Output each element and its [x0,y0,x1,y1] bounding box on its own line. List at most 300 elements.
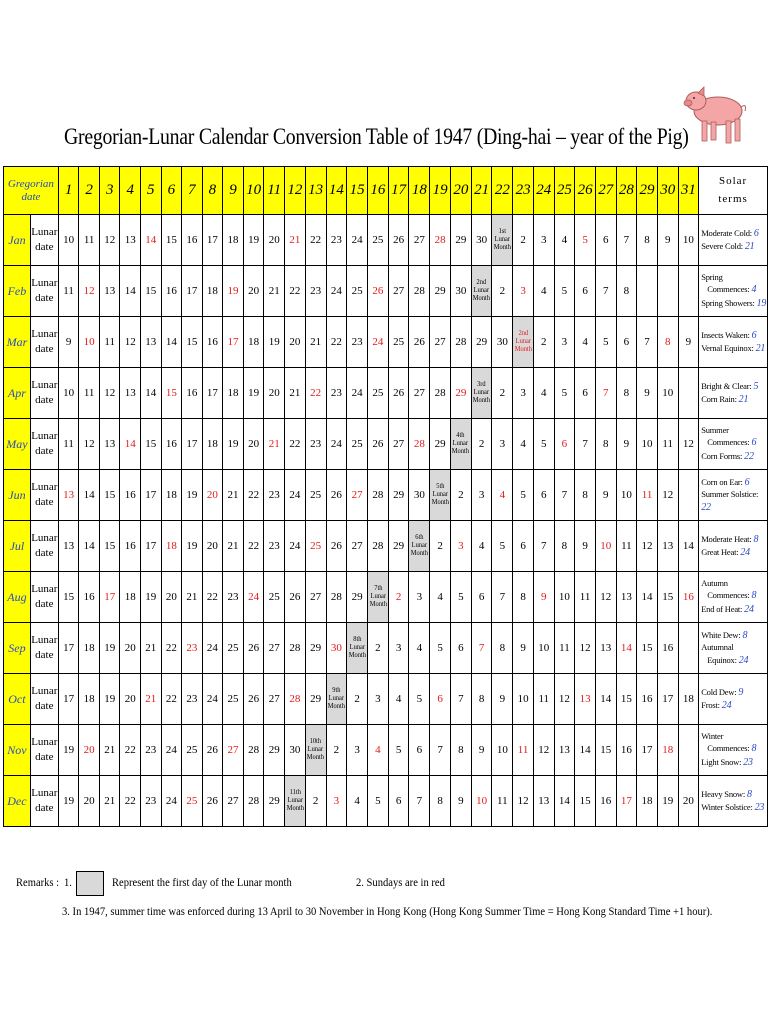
lunar-day-cell: 2 [450,470,471,521]
lunar-day-cell: 10 [58,215,79,266]
month-row-aug [4,572,768,623]
lunar-day-cell: 21 [223,470,244,521]
sunday-cell: 28 [409,419,430,470]
lunar-day-cell: 2 [368,623,389,674]
lunar-day-cell: 25 [388,317,409,368]
lunar-day-cell: 24 [347,215,368,266]
solar-terms-cell [699,215,768,266]
lunar-day-cell: 15 [99,470,120,521]
lunar-day-cell: 6 [575,266,596,317]
solar-term-line [701,329,767,343]
lunar-day-cell: 3 [492,419,513,470]
solar-term-line [701,240,767,254]
month-label: May [4,419,31,470]
solar-term-day: 21 [738,394,749,405]
sunday-cell: 24 [368,317,389,368]
lunar-day-cell: 5 [450,572,471,623]
lunar-month-line: 2nd [476,278,487,287]
lunar-day-cell: 22 [202,572,223,623]
day-header: 13 [305,167,326,215]
lunar-day-cell: 8 [554,521,575,572]
solar-terms-cell [699,776,768,827]
lunar-day-cell: 9 [637,368,658,419]
lunar-day-cell: 5 [595,317,616,368]
lunar-day-cell: 17 [637,725,658,776]
lunar-day-cell: 29 [471,317,492,368]
lunar-day-cell: 21 [305,317,326,368]
sunday-cell: 8 [657,317,678,368]
lunar-day-cell: 28 [430,368,451,419]
solar-term-line [701,533,767,547]
lunar-day-cell: 16 [637,674,658,725]
day-header: 12 [285,167,306,215]
lunar-day-cell: 6 [533,470,554,521]
lunar-day-cell: 7 [637,317,658,368]
solar-terms-header [699,167,768,215]
lunar-day-cell: 29 [388,470,409,521]
lunar-month-label [431,483,448,506]
lunar-day-cell: 20 [264,215,285,266]
sunday-cell: 21 [141,674,162,725]
month-row-jul [4,521,768,572]
lunar-date-label [30,317,58,368]
lunar-month-label [286,789,303,812]
lunar-day-cell: 4 [575,317,596,368]
solar-term-name: Autumnal [701,642,734,653]
lunar-day-cell: 23 [326,215,347,266]
day-header: 22 [492,167,513,215]
sunday-cell: 24 [243,572,264,623]
lunar-day-cell: 14 [554,776,575,827]
lunar-date-label [30,674,58,725]
solar-term-line [701,578,767,589]
lunar-date-label [30,572,58,623]
month-row-jun [4,470,768,521]
lunar-day-cell: 12 [637,521,658,572]
sunday-cell: 17 [223,317,244,368]
month-label: Dec [4,776,31,827]
lunar-day-cell: 25 [347,266,368,317]
lunar-day-cell: 5 [513,470,534,521]
lunar-day-cell: 14 [637,572,658,623]
lunar-day-cell: 12 [99,215,120,266]
lunar-day-cell: 14 [79,521,100,572]
date-word: date [35,751,54,763]
lunar-month-label [514,330,531,353]
lunar-day-cell: 28 [450,317,471,368]
lunar-day-cell: 25 [368,215,389,266]
month-label: Oct [4,674,31,725]
solar-term-name: Corn on Ear: [701,476,743,487]
lunar-month-start-cell [471,368,492,419]
solar-terms-cell [699,266,768,317]
sunday-cell: 25 [182,776,203,827]
lunar-day-cell: 14 [678,521,699,572]
sunday-cell: 23 [182,623,203,674]
solar-term-name: Vernal Equinox: [701,343,754,353]
lunar-day-cell: 22 [161,623,182,674]
month-row-apr [4,368,768,419]
lunar-day-cell: 9 [513,623,534,674]
lunar-month-line: Month [452,446,470,455]
header-row [4,167,768,215]
solar-term-line [701,642,767,653]
lunar-day-cell: 19 [264,317,285,368]
lunar-date-label [30,623,58,674]
lunar-day-cell: 5 [492,521,513,572]
solar-term-day: 23 [743,756,753,768]
lunar-day-cell: 21 [285,368,306,419]
lunar-day-cell: 3 [368,674,389,725]
solar-terms-cell [699,623,768,674]
lunar-day-cell: 14 [161,317,182,368]
day-header: 18 [409,167,430,215]
lunar-day-cell: 25 [264,572,285,623]
solar-term-line [701,393,767,407]
lunar-day-cell: 27 [430,317,451,368]
lunar-day-cell: 2 [326,725,347,776]
lunar-word: Lunar [31,634,58,647]
solar-term-day: 23 [754,802,765,813]
month-label: Apr [4,368,31,419]
day-header: 25 [554,167,575,215]
lunar-day-cell: 6 [471,572,492,623]
lunar-day-cell: 12 [79,419,100,470]
lunar-date-label [30,215,58,266]
lunar-month-line: Month [327,701,345,710]
lunar-word: Lunar [31,787,58,800]
lunar-day-cell: 8 [430,776,451,827]
day-header: 23 [513,167,534,215]
lunar-day-cell: 19 [58,725,79,776]
lunar-day-cell: 17 [202,368,223,419]
lunar-day-cell: 7 [533,521,554,572]
solar-term-day: 22 [744,450,754,462]
lunar-day-cell: 23 [141,725,162,776]
solar-term-day: 19 [756,297,767,309]
lunar-day-cell: 25 [347,419,368,470]
lunar-day-cell: 7 [595,266,616,317]
lunar-day-cell: 16 [202,317,223,368]
lunar-day-cell: 16 [120,521,141,572]
lunar-day-cell: 25 [368,368,389,419]
lunar-day-cell: 29 [430,266,451,317]
lunar-day-cell: 9 [58,317,79,368]
lunar-day-cell: 8 [595,419,616,470]
sunday-cell: 10 [79,317,100,368]
sunday-cell: 7 [595,368,616,419]
solar-terms-cell [699,317,768,368]
month-row-sep [4,623,768,674]
lunar-day-cell: 28 [409,266,430,317]
solar-term-day: 6 [751,437,757,449]
solar-term-name: Light Snow: [701,756,742,767]
sunday-cell: 14 [616,623,637,674]
lunar-day-cell: 2 [492,368,513,419]
solar-term-line [701,603,767,617]
lunar-day-cell: 2 [471,419,492,470]
lunar-day-cell: 26 [243,674,264,725]
lunar-day-cell: 10 [637,419,658,470]
solar-term-line [701,272,767,283]
lunar-day-cell: 3 [513,368,534,419]
sunday-cell: 25 [305,521,326,572]
sunday-cell: 11 [513,725,534,776]
solar-term-name: Spring [701,271,723,282]
solar-term-day: 21 [755,343,766,354]
solar-term-name: Moderate Heat: [701,533,752,544]
gregorian-date-header [4,167,59,215]
solar-term-name: Winter Solstice: [701,802,753,812]
lunar-month-start-cell [492,215,513,266]
sunday-cell: 3 [326,776,347,827]
lunar-month-start-cell [285,776,306,827]
month-label: Jan [4,215,31,266]
lunar-day-cell: 15 [616,674,637,725]
lunar-day-cell: 2 [513,215,534,266]
lunar-day-cell: 7 [450,674,471,725]
lunar-day-cell: 6 [575,368,596,419]
lunar-day-cell: 8 [616,368,637,419]
first-day-swatch [76,871,104,896]
lunar-day-cell: 3 [409,572,430,623]
lunar-day-cell: 16 [79,572,100,623]
month-row-nov [4,725,768,776]
lunar-day-cell: 25 [182,725,203,776]
remarks-label: Remarks : [16,875,60,889]
lunar-day-cell: 26 [202,776,223,827]
lunar-day-cell: 18 [79,674,100,725]
lunar-day-cell: 19 [223,419,244,470]
sunday-cell: 14 [120,419,141,470]
solar-term-day: 5 [753,380,759,392]
lunar-day-cell: 25 [223,674,244,725]
lunar-day-cell: 12 [595,572,616,623]
lunar-day-cell: 18 [223,215,244,266]
day-header: 29 [637,167,658,215]
lunar-day-cell: 22 [120,776,141,827]
lunar-day-cell: 9 [450,776,471,827]
lunar-day-cell: 23 [264,470,285,521]
solar-term-name: Bright & Clear: [701,380,752,391]
lunar-word: Lunar [31,430,58,443]
date-word: date [35,496,54,508]
solar-terms-cell [699,572,768,623]
lunar-day-cell: 8 [492,623,513,674]
lunar-day-cell: 6 [409,725,430,776]
day-header: 24 [533,167,554,215]
lunar-day-cell: 20 [120,674,141,725]
solar-term-line [701,283,767,297]
lunar-month-line: Month [493,242,511,251]
lunar-day-cell: 23 [305,419,326,470]
lunar-day-cell: 22 [161,674,182,725]
lunar-day-cell: 15 [161,215,182,266]
calendar-table [3,166,768,827]
lunar-day-cell: 16 [161,419,182,470]
remark-1-number: 1. [64,875,72,889]
lunar-day-cell: 8 [471,674,492,725]
lunar-day-cell: 13 [141,317,162,368]
month-label: Jun [4,470,31,521]
lunar-day-cell: 13 [595,623,616,674]
lunar-day-cell: 30 [492,317,513,368]
solar-term-day: 22 [701,501,711,513]
month-label: Mar [4,317,31,368]
sunday-cell: 11 [637,470,658,521]
lunar-month-line: Month [348,650,366,659]
sunday-cell: 21 [264,419,285,470]
lunar-day-cell: 17 [58,674,79,725]
lunar-word: Lunar [31,277,58,290]
lunar-date-label [30,470,58,521]
lunar-day-cell: 6 [450,623,471,674]
lunar-month-start-cell [326,674,347,725]
lunar-day-cell: 19 [99,623,120,674]
lunar-day-cell: 17 [657,674,678,725]
lunar-day-cell: 22 [305,215,326,266]
lunar-day-cell: 13 [533,776,554,827]
lunar-day-cell: 20 [79,776,100,827]
sunday-cell: 9 [533,572,554,623]
solar-term-day: 8 [742,629,748,641]
lunar-day-cell: 4 [409,623,430,674]
lunar-month-line: Month [514,344,532,353]
lunar-month-label [307,738,324,761]
solar-terms-cell [699,470,768,521]
day-header: 31 [678,167,699,215]
lunar-month-line: 11th [289,788,301,797]
lunar-day-cell: 21 [182,572,203,623]
solar-term-name: Heavy Snow: [701,788,746,799]
solar-term-day: 4 [751,284,757,296]
lunar-word: Lunar [31,583,58,596]
lunar-day-cell: 2 [305,776,326,827]
lunar-month-label [369,585,386,608]
sunday-cell: 4 [368,725,389,776]
lunar-day-cell: 20 [243,266,264,317]
lunar-day-cell: 6 [388,776,409,827]
lunar-day-cell [678,266,699,317]
lunar-day-cell: 7 [575,419,596,470]
lunar-day-cell: 27 [409,215,430,266]
solar-term-name: Spring Showers: [701,297,755,308]
lunar-month-start-cell [409,521,430,572]
lunar-day-cell: 18 [637,776,658,827]
lunar-day-cell: 26 [388,215,409,266]
lunar-day-cell: 5 [554,266,575,317]
lunar-day-cell: 17 [141,521,162,572]
lunar-month-start-cell [513,317,534,368]
lunar-day-cell: 27 [264,623,285,674]
day-header: 14 [326,167,347,215]
lunar-day-cell: 20 [243,419,264,470]
lunar-day-cell: 6 [616,317,637,368]
lunar-day-cell: 14 [141,368,162,419]
solar-term-line [701,227,767,241]
lunar-month-line: Month [431,497,449,506]
solar-term-line [701,686,767,700]
month-row-feb [4,266,768,317]
sunday-cell: 20 [202,470,223,521]
solar-term-name: Insects Waken: [701,329,750,340]
lunar-day-cell: 30 [285,725,306,776]
lunar-month-line: Lunar [328,694,345,702]
lunar-day-cell: 4 [533,368,554,419]
lunar-day-cell: 21 [223,521,244,572]
lunar-day-cell: 21 [99,725,120,776]
lunar-day-cell: 13 [58,521,79,572]
solar-term-day: 21 [744,241,755,252]
lunar-day-cell: 5 [430,623,451,674]
month-row-mar [4,317,768,368]
solar-term-line [701,476,767,490]
solar-term-name: End of Heat: [701,603,743,614]
solar-term-day: 6 [751,329,757,341]
lunar-date-label [30,725,58,776]
lunar-day-cell: 12 [554,674,575,725]
lunar-word: Lunar [31,736,58,749]
date-word: date [35,598,54,610]
lunar-month-line: Month [369,599,387,608]
lunar-month-line: Month [410,548,428,557]
lunar-day-cell: 8 [513,572,534,623]
lunar-month-line: 1st [498,227,507,236]
sunday-cell: 10 [471,776,492,827]
sunday-cell: 7 [471,623,492,674]
lunar-day-cell: 23 [182,674,203,725]
day-header: 1 [58,167,79,215]
day-header: 8 [202,167,223,215]
day-header: 30 [657,167,678,215]
lunar-day-cell: 24 [326,266,347,317]
lunar-day-cell: 17 [141,470,162,521]
lunar-month-line: Month [472,293,491,302]
day-header: 16 [368,167,389,215]
solar-term-name: Moderate Cold: [701,227,752,238]
lunar-day-cell: 25 [305,470,326,521]
lunar-month-label [452,432,469,455]
solar-term-line [701,342,767,356]
lunar-day-cell: 20 [285,317,306,368]
remark-1-text: Represent the first day of the Lunar month [112,875,292,889]
solar-term-name: Commences: [707,284,750,295]
solar-term-line [701,788,767,802]
sunday-cell: 28 [430,215,451,266]
day-header: 9 [223,167,244,215]
lunar-day-cell: 22 [326,317,347,368]
lunar-day-cell: 11 [492,776,513,827]
lunar-day-cell: 5 [533,419,554,470]
lunar-day-cell: 19 [58,776,79,827]
lunar-day-cell: 8 [450,725,471,776]
solar-term-name: White Dew: [701,629,741,640]
lunar-day-cell: 30 [471,215,492,266]
sunday-cell: 17 [99,572,120,623]
lunar-date-label [30,419,58,470]
lunar-day-cell: 22 [243,470,264,521]
lunar-day-cell: 8 [616,266,637,317]
lunar-day-cell: 3 [388,623,409,674]
lunar-day-cell: 4 [388,674,409,725]
lunar-day-cell: 15 [637,623,658,674]
lunar-day-cell: 30 [409,470,430,521]
solar-term-day: 8 [753,533,759,545]
lunar-day-cell: 14 [595,674,616,725]
lunar-day-cell: 20 [161,572,182,623]
day-header: 5 [141,167,162,215]
date-word: date [35,802,54,814]
